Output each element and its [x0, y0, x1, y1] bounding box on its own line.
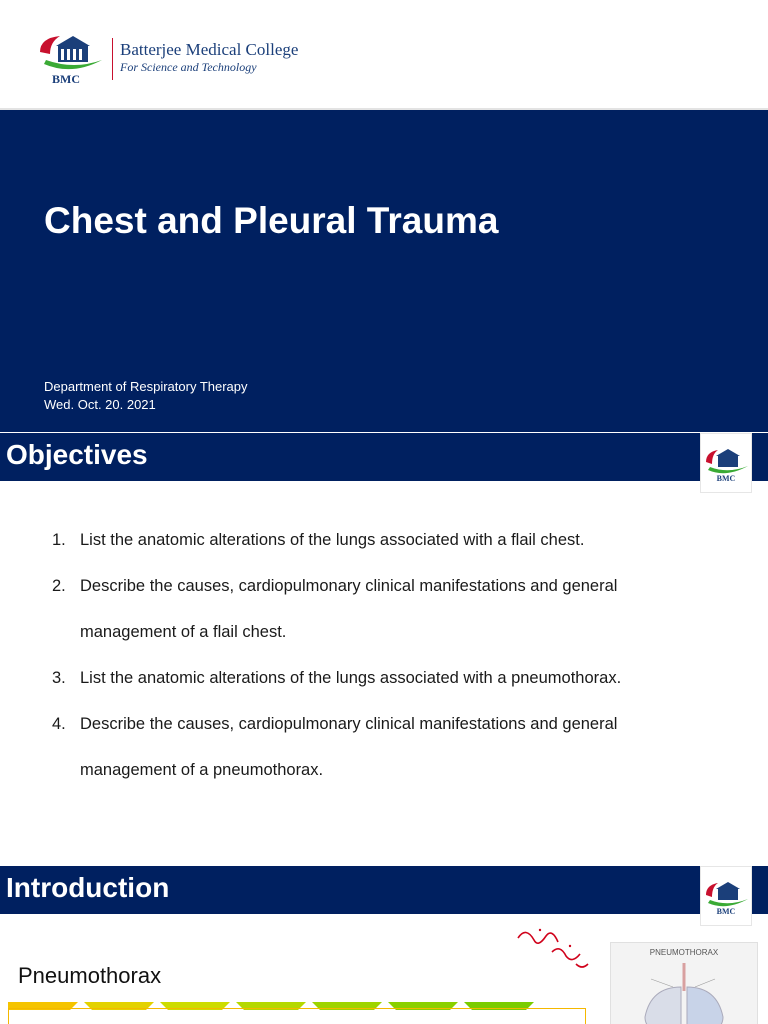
presentation-date: Wed. Oct. 20. 2021 [44, 397, 156, 412]
list-item-text: Describe the causes, cardiopulmonary clinical manifestations and general [80, 715, 618, 733]
logo-divider [112, 38, 113, 80]
college-logo [36, 30, 316, 90]
title-slide [0, 0, 768, 432]
list-item-number: 1. [52, 531, 66, 549]
corner-logo-abbreviation: BMC [716, 907, 736, 916]
list-item-number: 4. [52, 715, 66, 733]
subheading: Pneumothorax [18, 963, 162, 988]
list-item-number: 2. [52, 577, 66, 595]
list-item-text: List the anatomic alterations of the lungs associated with a pneumothorax. [80, 669, 622, 687]
list-item-number: 3. [52, 669, 66, 687]
corner-logo [700, 433, 752, 493]
logo-tagline: For Science and Technology [120, 60, 257, 74]
logo-college-name: Batterjee Medical College [120, 40, 299, 59]
list-item-text: management of a flail chest. [80, 623, 287, 641]
pneumothorax-figure [610, 942, 758, 1024]
logo-abbreviation: BMC [52, 72, 80, 86]
handwritten-annotation [512, 924, 592, 978]
lungs-illustration-icon [611, 957, 757, 1024]
section-title: Introduction [6, 872, 170, 903]
corner-logo [700, 866, 752, 926]
department-label: Department of Respiratory Therapy [44, 379, 248, 394]
objectives-slide [0, 433, 768, 866]
list-item-text: Describe the causes, cardiopulmonary clinical manifestations and general [80, 577, 618, 595]
corner-logo-abbreviation: BMC [716, 474, 736, 483]
introduction-slide [0, 866, 768, 1024]
presentation-title: Chest and Pleural Trauma [44, 200, 499, 241]
section-title: Objectives [6, 439, 148, 470]
list-item-text: List the anatomic alterations of the lungs associated with a flail chest. [80, 531, 585, 549]
content-box [8, 1008, 586, 1024]
list-item-text: management of a pneumothorax. [80, 761, 324, 779]
figure-title: PNEUMOTHORAX [649, 948, 719, 957]
